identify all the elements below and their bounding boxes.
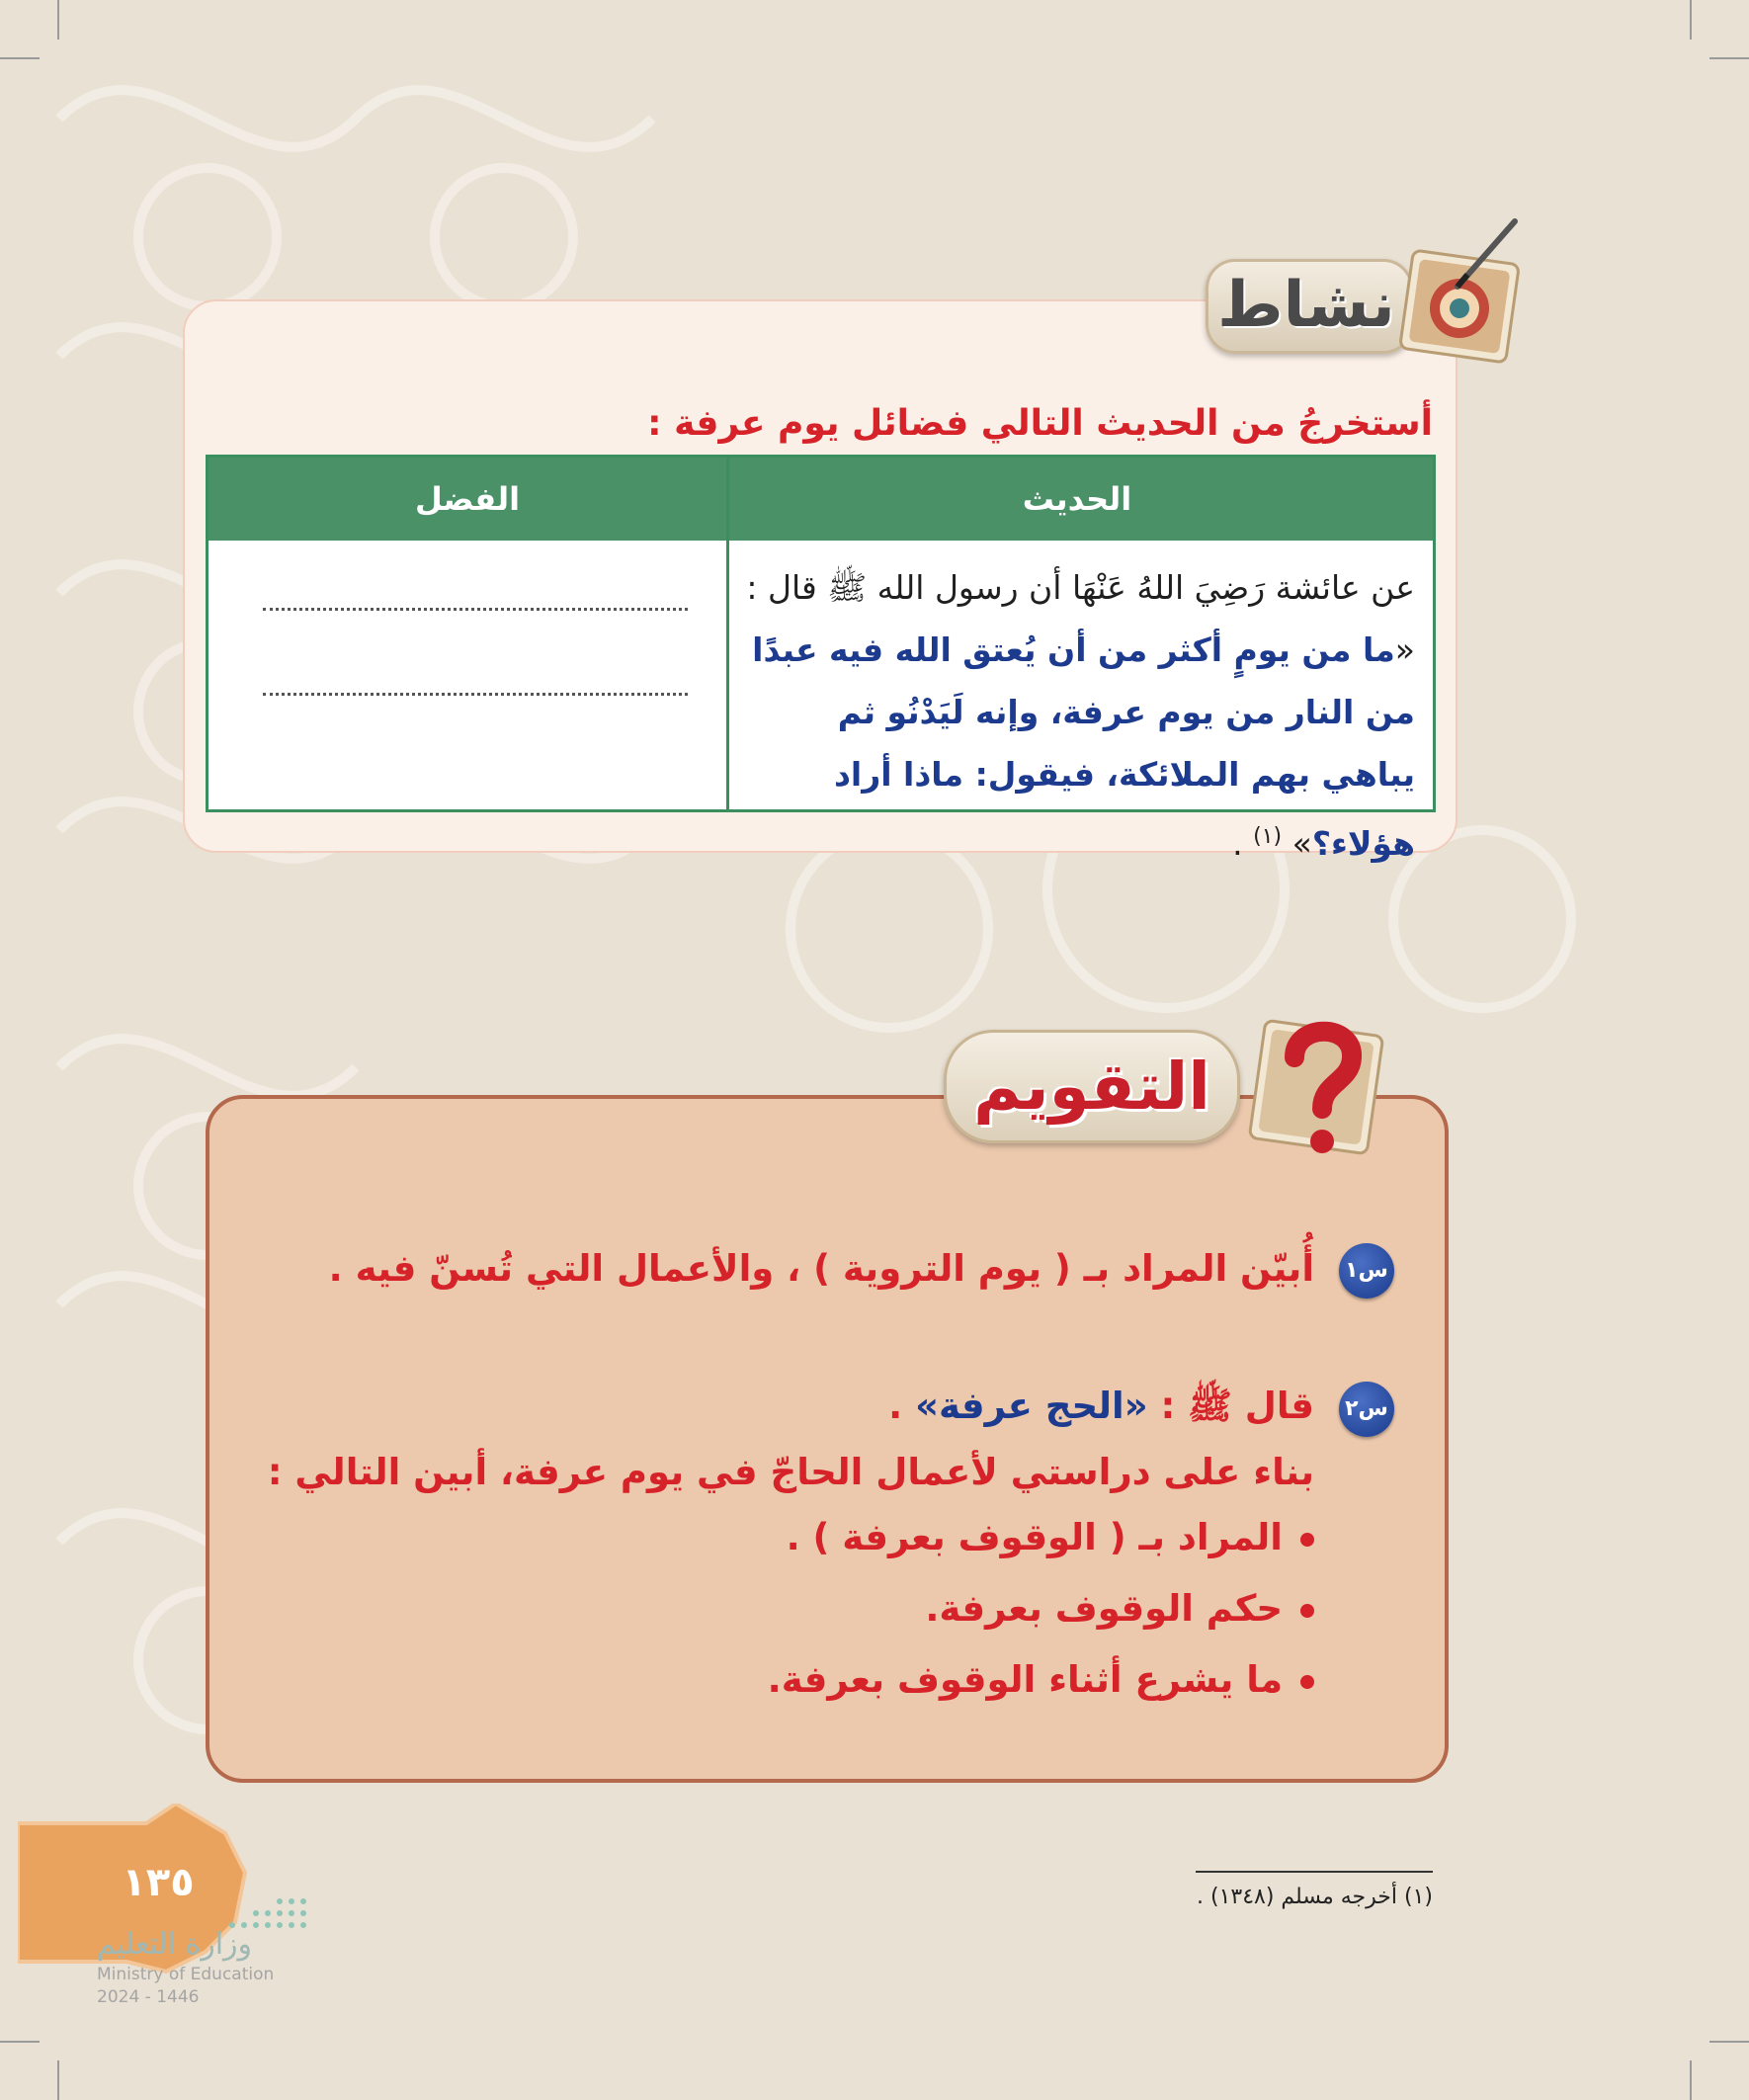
hadith-text xyxy=(733,556,1415,875)
question-2-badge: س٢ xyxy=(1339,1382,1394,1437)
activity-notepad-icon xyxy=(1388,217,1537,366)
bullet-item: المراد بـ ( الوقوف بعرفة ) . xyxy=(787,1516,1314,1558)
hadith-intro: عن عائشة رَضِيَ اللهُ عَنْهَا أن رسول الله ﷺ قال : « xyxy=(746,568,1415,669)
question-2-intro: بناء على دراستي لأعمال الحاجّ في يوم عرفة، أبين التالي : xyxy=(267,1451,1314,1493)
crop-mark xyxy=(1690,0,1692,40)
hadith-end: . xyxy=(1232,824,1243,863)
crop-mark xyxy=(57,0,59,40)
hadith-quote: ما من يومٍ أكثر من أن يُعتق الله فيه عبدًا من النار من يوم عرفة، وإنه لَيَدْنُو ثم يباهي بهم الملائكة، فيقول: ماذا أراد هؤلاء؟ xyxy=(752,630,1415,863)
question-1-badge: س١ xyxy=(1339,1243,1394,1299)
crop-mark xyxy=(1709,2041,1749,2043)
crop-mark xyxy=(0,57,40,59)
ministry-arabic: وزارة التعليم xyxy=(97,1927,253,1962)
answer-line[interactable] xyxy=(263,693,688,696)
crop-mark xyxy=(57,2060,59,2100)
question-mark-icon xyxy=(1235,998,1393,1166)
hadith-table xyxy=(206,455,1436,863)
hadith-close: » xyxy=(1291,824,1312,863)
question-2-suffix: . xyxy=(888,1385,916,1427)
footnote: (١) أخرجه مسلم (١٣٤٨) . xyxy=(1197,1885,1433,1909)
answer-line[interactable] xyxy=(263,608,688,611)
bullet-dot xyxy=(1300,1675,1314,1689)
bullet-dot xyxy=(1300,1533,1314,1547)
question-2-prefix: قال ﷺ : xyxy=(1147,1385,1314,1427)
ministry-english: Ministry of Education xyxy=(97,1965,275,1984)
bullet-item: ما يشرع أثناء الوقوف بعرفة. xyxy=(768,1658,1314,1701)
header-fadl: الفضل xyxy=(414,480,521,518)
question-2-quote: «الحج عرفة» xyxy=(915,1385,1148,1427)
header-hadith: الحديث xyxy=(1022,480,1132,518)
activity-title: نشاط xyxy=(1217,269,1395,342)
activity-instruction: أستخرجُ من الحديث التالي فضائل يوم عرفة : xyxy=(647,403,1433,444)
question-2-text xyxy=(888,1384,1314,1437)
crop-mark xyxy=(1709,57,1749,59)
footnote-separator xyxy=(1196,1871,1433,1873)
question-1-text: أُبيّن المراد بـ ( يوم التروية ) ، والأعمال التي تُسنّ فيه . xyxy=(328,1247,1314,1290)
evaluation-title: التقويم xyxy=(973,1049,1210,1125)
table-header-row xyxy=(208,458,1433,541)
crop-mark xyxy=(0,2041,40,2043)
footnote-mark: (١) xyxy=(1253,824,1283,849)
crop-mark xyxy=(1690,2060,1692,2100)
bullet-item: حكم الوقوف بعرفة. xyxy=(925,1587,1314,1630)
ministry-year: 2024 - 1446 xyxy=(97,1987,200,2007)
bullet-dot xyxy=(1300,1604,1314,1618)
page-number: ١٣٥ xyxy=(122,1860,195,1905)
column-divider xyxy=(726,458,729,809)
